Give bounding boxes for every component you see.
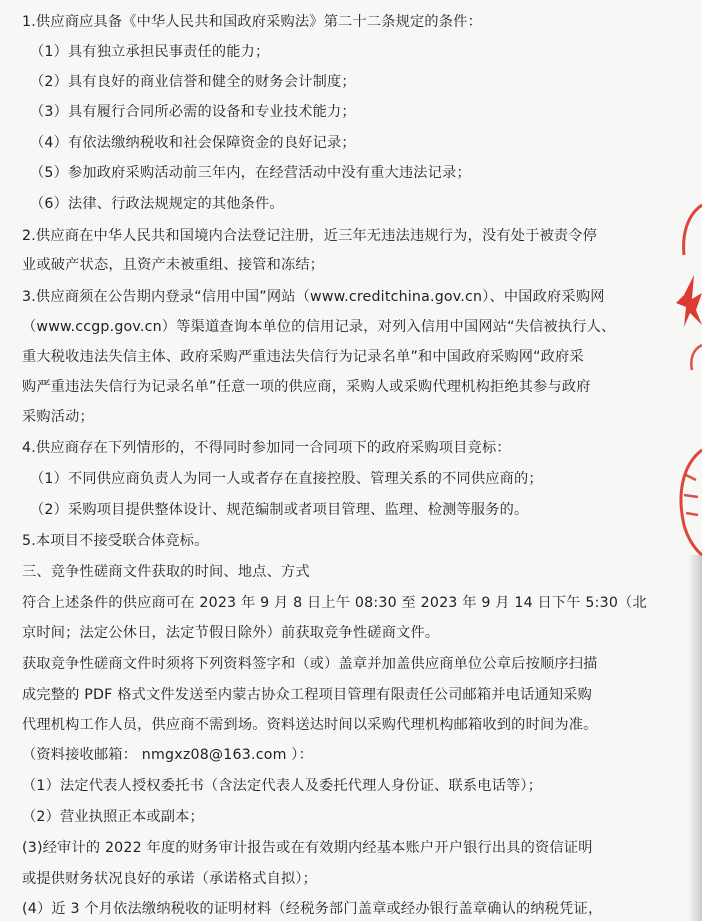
text-line: 获取竞争性磋商文件时须将下列资料签字和（或）盖章并加盖供应商单位公章后按顺序扫描 (22, 656, 598, 672)
text-line: （1）法定代表人授权委托书（含法定代表人及委托代理人身份证、联系电话等）； (22, 778, 543, 794)
text-line: （2）采购项目提供整体设计、规范编制或者项目管理、监理、检测等服务的。 (30, 502, 529, 518)
text-line: 业或破产状态，且资产未被重组、接管和冻结； (22, 257, 325, 273)
text-line: 重大税收违法失信主体、政府采购严重违法失信行为记录名单”和中国政府采购网“政府采 (22, 349, 584, 365)
text-line: （www.ccgp.gov.cn）等渠道查询本单位的信用记录，对列入信用中国网站“失信被执行人、 (22, 319, 616, 335)
text-line: 符合上述条件的供应商可在 2023 年 9 月 8 日上午 08:30 至 2023 年 9 月 14 日下午 5:30（北 (22, 595, 647, 611)
text-line: 1.供应商应具备《中华人民共和国政府采购法》第二十二条规定的条件： (22, 14, 482, 30)
text-line: 京时间；法定公休日，法定节假日除外）前获取竞争性磋商文件。 (22, 625, 440, 641)
text-line: （2）具有良好的商业信誉和健全的财务会计制度； (30, 74, 356, 90)
text-line: 3.供应商须在公告期内登录“信用中国”网站（www.creditchina.gov.cn）、中国政府采购网 (22, 289, 605, 305)
text-line: （3）具有履行合同所必需的设备和专业技术能力； (30, 104, 356, 120)
text-line: 5.本项目不接受联合体竞标。 (22, 533, 209, 549)
text-line: (4）近 3 个月依法缴纳税收的证明材料（经税务部门盖章或经办银行盖章确认的纳税凭证， (22, 901, 603, 917)
text-line: （1）具有独立承担民事责任的能力； (30, 44, 270, 60)
text-line: 4.供应商存在下列情形的，不得同时参加同一合同项下的政府采购项目竞标： (22, 440, 511, 456)
official-seal (662, 195, 702, 575)
text-line: （5）参加政府采购活动前三年内，在经营活动中没有重大违法记录； (30, 165, 471, 181)
text-line: 购严重违法失信行为记录名单”任意一项的供应商，采购人或采购代理机构拒绝其参与政府 (22, 379, 591, 395)
text-line: （6）法律、行政法规规定的其他条件。 (30, 196, 284, 212)
text-line: 或提供财务状况良好的承诺（承诺格式自拟）； (22, 871, 318, 887)
text-line: （1）不同供应商负责人为同一人或者存在直接控股、管理关系的不同供应商的； (30, 471, 543, 487)
text-line: 成完整的 PDF 格式文件发送至内蒙古协众工程项目管理有限责任公司邮箱并电话通知采购 (22, 687, 593, 703)
text-line: 2.供应商在中华人民共和国境内合法登记注册，近三年无违法违规行为，没有处于被责令停 (22, 228, 598, 244)
scan-shadow (688, 555, 702, 921)
text-line: 代理机构工作人员，供应商不需到场。资料送达时间以采购代理机构邮箱收到的时间为准。 (22, 717, 598, 733)
email-line: （资料接收邮箱： nmgxz08@163.com ）： (22, 747, 313, 763)
text-line: （2）营业执照正本或副本； (22, 809, 204, 825)
section-heading: 三、竞争性磋商文件获取的时间、地点、方式 (22, 564, 310, 580)
text-line: （4）有依法缴纳税收和社会保障资金的良好记录； (30, 135, 356, 151)
text-line: (3)经审计的 2022 年度的财务审计报告或在有效期内经基本账户开户银行出具的资信证明 (22, 840, 593, 856)
text-line: 采购活动； (22, 409, 94, 425)
